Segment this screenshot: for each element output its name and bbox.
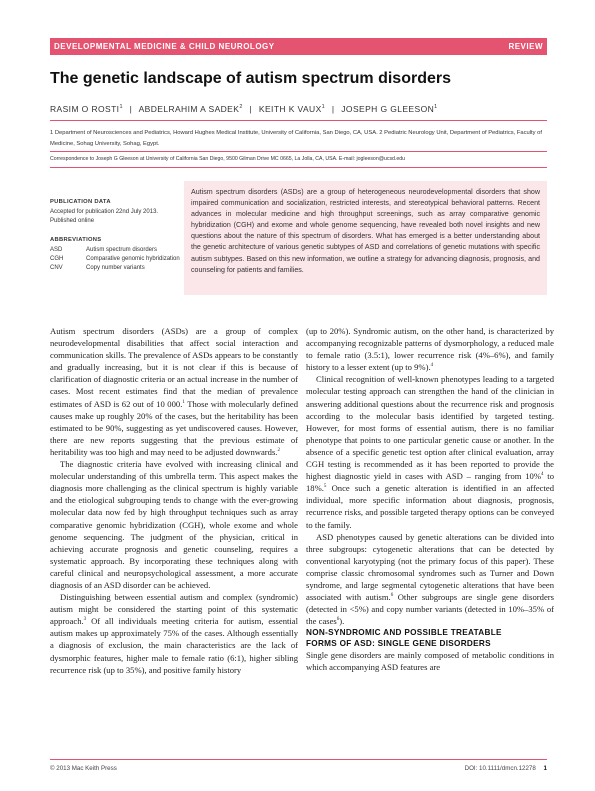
author-affil-mark: 1 (321, 104, 326, 111)
doi: DOI: 10.1111/dmcn.12278 (464, 765, 536, 772)
author-affil-mark: 1 (119, 104, 123, 111)
text-run: to 18%. (306, 471, 554, 494)
citation-mark: 2 (277, 448, 280, 454)
page-number: 1 (543, 765, 547, 772)
affiliations: 1 Department of Neurosciences and Pediatrics, Howard Hughes Medical Institute, University of California, San Diego, CA, USA. 2 Pediatric Neurology Unit, Department of Pediatrics, Faculty of Medicine, Sohag University, Sohag, Egypt. (50, 130, 542, 147)
author-name: ABDELRAHIM A SADEK (138, 104, 240, 114)
abbreviation-value: Copy number variants (86, 265, 145, 271)
divider (50, 167, 547, 168)
body-paragraph: Single gene disorders are mainly composed of metabolic conditions in which accompanying ASD features are (306, 650, 554, 673)
publication-data-heading: PUBLICATION DATA (50, 199, 111, 205)
page-footer (50, 765, 547, 772)
heading-line: FORMS OF ASD: SINGLE GENE DISORDERS (306, 639, 491, 649)
body-paragraph (50, 325, 298, 458)
abbreviation-row (50, 255, 180, 264)
author-affil-mark: 2 (239, 104, 243, 111)
published-online: Published online (50, 218, 95, 224)
text-run: ASD phenotypes caused by genetic alterations can be divided into three subgroups: cytogenetic alterations that can be detected by conventional karyotyping (not the primary focus of this paper). These comprise classic chromosomal syndromes such as Turner and Down syndrome, and large segmental cytogenetic alterations that have been associated with autism. (306, 531, 554, 603)
abbreviation-key: ASD (50, 247, 63, 253)
abbreviation-value: Autism spectrum disorders (86, 247, 158, 253)
text-run: Of all individuals meeting criteria for autism, essential autism makes up approximately 75% of the cases. Although essentially a diagnosis of exclusion, the main characteristics are the lack of dysmorphic features, higher male to female ratio (6:1), higher sibling recurrence risk (up to 35%), and positive family history (50, 616, 298, 675)
body-paragraph (306, 325, 554, 373)
citation-mark: 1 (182, 399, 185, 405)
citation-mark: 6 (336, 617, 340, 623)
abbreviation-key: CNV (50, 265, 63, 271)
text-run: (up to 20%). Syndromic autism, on the other hand, is characterized by accompanying recognizable patterns of dysmorphology, a reduced male to female ratio (3.5:1), lower recurrence risk (4%–6%), and family history to a lesser extent (up to 9%). (306, 326, 554, 373)
citation-mark: 4 (541, 472, 544, 478)
divider (50, 759, 547, 760)
abbreviation-row (50, 264, 180, 273)
text-run: ). (339, 616, 345, 627)
body-paragraph: The diagnostic criteria have evolved with increasing clinical and molecular understanding of this umbrella term. This aspect makes the diagnosis more challenging as the clinical spectrum is highly variable and the etiological subgrouping tends to change with the ever-growing molecular data now fed by high throughput techniques such as array comparative genomic hybridization (CGH), whole exome and whole genome sequencing. The judgment of the physician, critical in achieving accurate prognosis and genetic counseling, requires a systematic approach. By incorporating these techniques along with careful clinical and neuropsychological assessment, a more accurate diagnosis of an ASD disorder can be achieved. (50, 459, 298, 590)
author-affil-mark: 1 (434, 104, 438, 111)
article-type: REVIEW (508, 42, 543, 51)
article-title: The genetic landscape of autism spectrum disorders (50, 70, 451, 87)
citation-mark: 3 (83, 617, 87, 623)
text-run: Other subgroups are single gene disorders (detected in <5%) and copy number variants (detected in 10%–35% of the cases (306, 592, 554, 627)
author-list: RASIM O ROSTI$^1$ | ABDELRAHIM A SADEK$^2$ | KEITH K VAUX$^1$ | JOSEPH G GLEESON$^1$ (50, 104, 438, 114)
body-paragraph (50, 591, 298, 676)
body-column-left (50, 325, 298, 676)
journal-name: DEVELOPMENTAL MEDICINE & CHILD NEUROLOGY (54, 42, 275, 51)
author-name: JOSEPH G GLEESON (341, 104, 435, 114)
body-paragraph (306, 373, 554, 530)
text-run: Clinical recognition of well-known phenotypes leading to a targeted molecular testing approach can strengthen the hand of the clinician in answering additional questions about the recurrence risk and prognosis according to the molecular basis identified by targeted testing. However, for most forms of essential autism, there is no familiar phenotype that points to one particular genetic cause or another. In the absence of a specific genetic test option after clinical evaluation, array CGH testing is recommended as it has been reported to provide the highest diagnostic yield in cases with ASD – ranging from 10% (306, 374, 554, 482)
divider (50, 120, 547, 121)
text-run: Once such a genetic alteration is identified in an affected individual, more specific information about diagnosis, prognosis, recurrence risks, and possible targeted therapy options can be conveyed to the family. (306, 483, 554, 530)
divider (50, 151, 547, 152)
accepted-date: Accepted for publication 22nd July 2013. (50, 209, 159, 215)
text-run: Distinguishing between essential autism and complex (syndromic) autism might be considered the starting point of this systematic approach. (50, 592, 298, 627)
abbreviation-value: Comparative genomic hybridization (86, 256, 180, 262)
abbreviation-key: CGH (50, 256, 64, 262)
abstract: Autism spectrum disorders (ASDs) are a group of heterogeneous neurodevelopmental disorders that show impaired communication and socialization, restricted interests, and stereotypical behavioral patterns. Recent advances in molecular medicine and high throughput screenings, such as array comparative genomic hybridization (CGH) and exome and whole genome sequencing, have revealed both novel insights and new questions about the nature of this spectrum of disorders. What has emerged is a better understanding about the genetic architecture of various genetic subtypes of ASD and correlations of genetic mutations with specific autism subtypes. Based on this new information, we outline a strategy for advancing diagnosis, prognosis, and counseling for patients and families. (184, 181, 547, 295)
correspondence: Correspondence to Joseph G Gleeson at University of California San Diego, 9500 Gilman Drive MC 0665, La Jolla, CA, USA. E-mail: jogleeson@ucsd.edu (50, 156, 406, 162)
citation-mark: 6 (390, 593, 394, 599)
text-run: Those with molecularly defined causes make up roughly 20% of the cases, but the heritability has been estimated to be 90%, suggesting as yet undiscovered causes. However, there are new reports suggesting that the previous estimate of heritability was too high and may need to be adjusted downwards. (50, 398, 298, 457)
body-column-right (306, 325, 554, 674)
citation-mark: 5 (323, 484, 327, 490)
journal-banner (50, 38, 547, 55)
section-heading (306, 627, 554, 649)
body-paragraph (306, 531, 554, 628)
heading-line: NON-SYNDROMIC AND POSSIBLE TREATABLE (306, 628, 502, 638)
abbreviation-row (50, 246, 180, 255)
text-run: Autism spectrum disorders (ASDs) are a group of complex neurodevelopmental disabilities that affect social interaction and communication skills. The prevalence of ASDs appears to be constantly and gradually increasing, but it is not clear if this is because of clarification of diagnostic criteria or an actual increase in the number of cases. Most recent estimates find that the median of prevalence estimates of ASD is 62 out of 10 000. (50, 326, 298, 409)
author-name: KEITH K VAUX (258, 104, 322, 114)
abbreviations-heading: ABBREVIATIONS (50, 237, 102, 243)
citation-mark: 4 (430, 363, 434, 369)
article-info-sidebar (50, 198, 180, 273)
author-name: RASIM O ROSTI (50, 104, 120, 114)
copyright: © 2013 Mac Keith Press (50, 765, 117, 772)
